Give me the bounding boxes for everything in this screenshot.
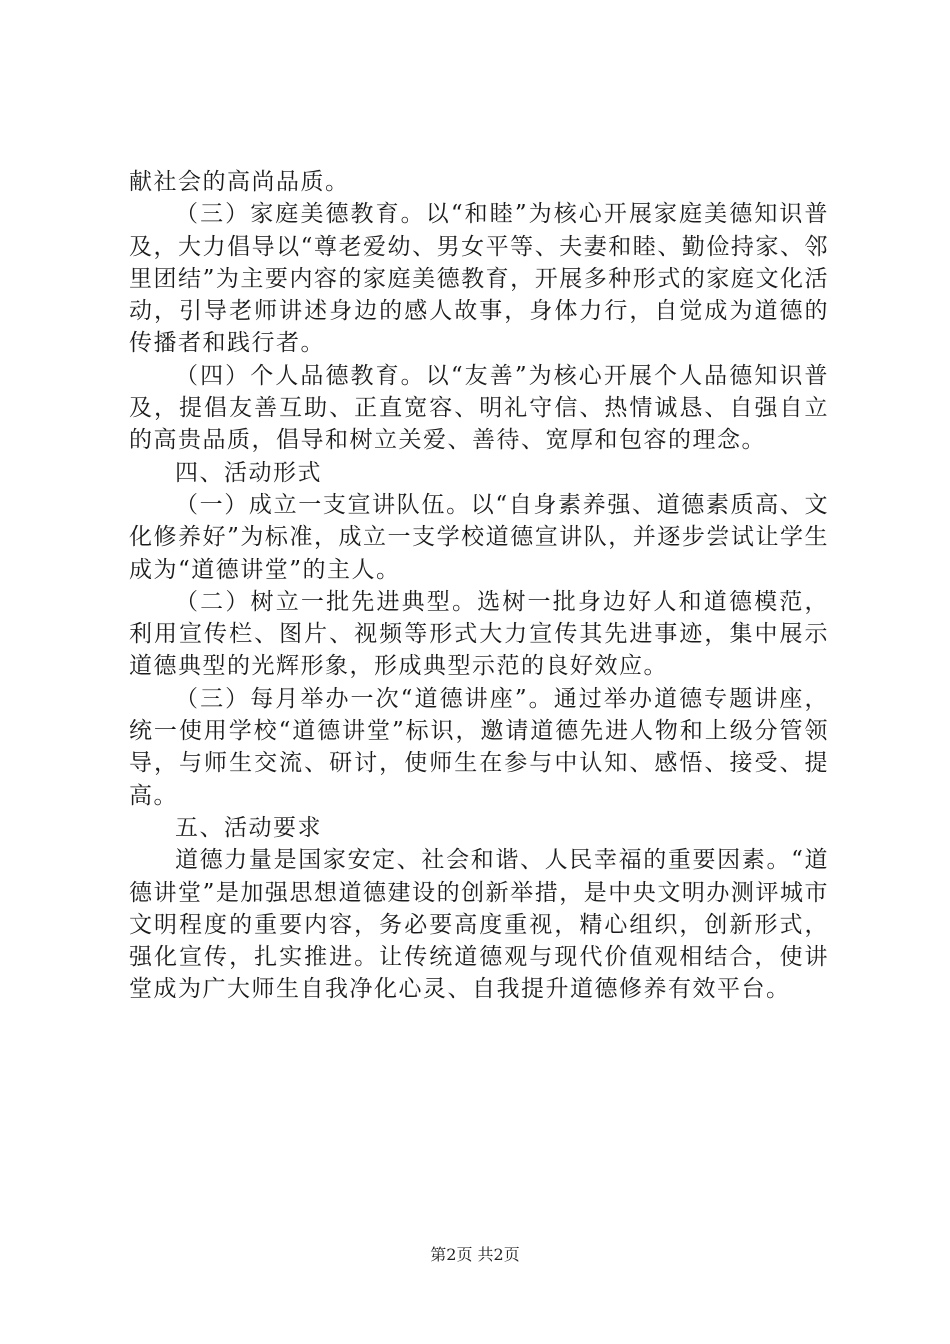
section-heading-activity-requirements: 五、活动要求 [175,814,322,841]
paragraph-personal-virtue: （四）个人品德教育。以“友善”为核心开展个人品德知识普及，提倡友善互助、正直宽容、明礼守信、热情诚恳、自强自立的高贵品质，倡导和树立关爱、善待、宽厚和包容的理念。 [129,362,829,454]
paragraph-monthly-lecture: （三）每月举办一次“道德讲座”。通过举办道德专题讲座，统一使用学校“道德讲堂”标识，邀请道德先进人物和上级分管领导，与师生交流、研讨，使师生在参与中认知、感悟、接受、提高。 [129,685,829,809]
paragraph-family-virtue: （三）家庭美德教育。以“和睦”为核心开展家庭美德知识普及，大力倡导以“尊老爱幼、男女平等、夫妻和睦、勤俭持家、邻里团结”为主要内容的家庭美德教育，开展多种形式的家庭文化活动，引导老师讲述身边的感人故事，身体力行，自觉成为道德的传播者和践行者。 [129,201,829,357]
section-heading-activity-form: 四、活动形式 [175,459,322,486]
document-body [129,166,829,1006]
paragraph-requirements: 道德力量是国家安定、社会和谐、人民幸福的重要因素。“道德讲堂”是加强思想道德建设的创新举措，是中央文明办测评城市文明程度的重要内容，务必要高度重视，精心组织，创新形式，强化宣传，扎实推进。让传统道德观与现代价值观相结合，使讲堂成为广大师生自我净化心灵、自我提升道德修养有效平台。 [129,847,829,1003]
paragraph-continuation: 献社会的高尚品质。 [129,169,350,195]
page-number-footer: 第2页 共2页 [430,1245,520,1264]
paragraph-role-models: （二）树立一批先进典型。选树一批身边好人和道德模范，利用宣传栏、图片、视频等形式大力宣传其先进事迹，集中展示道德典型的光辉形象，形成典型示范的良好效应。 [129,588,829,680]
paragraph-lecture-team: （一）成立一支宣讲队伍。以“自身素养强、道德素质高、文化修养好”为标准，成立一支学校道德宣讲队，并逐步尝试让学生成为“道德讲堂”的主人。 [129,491,829,583]
